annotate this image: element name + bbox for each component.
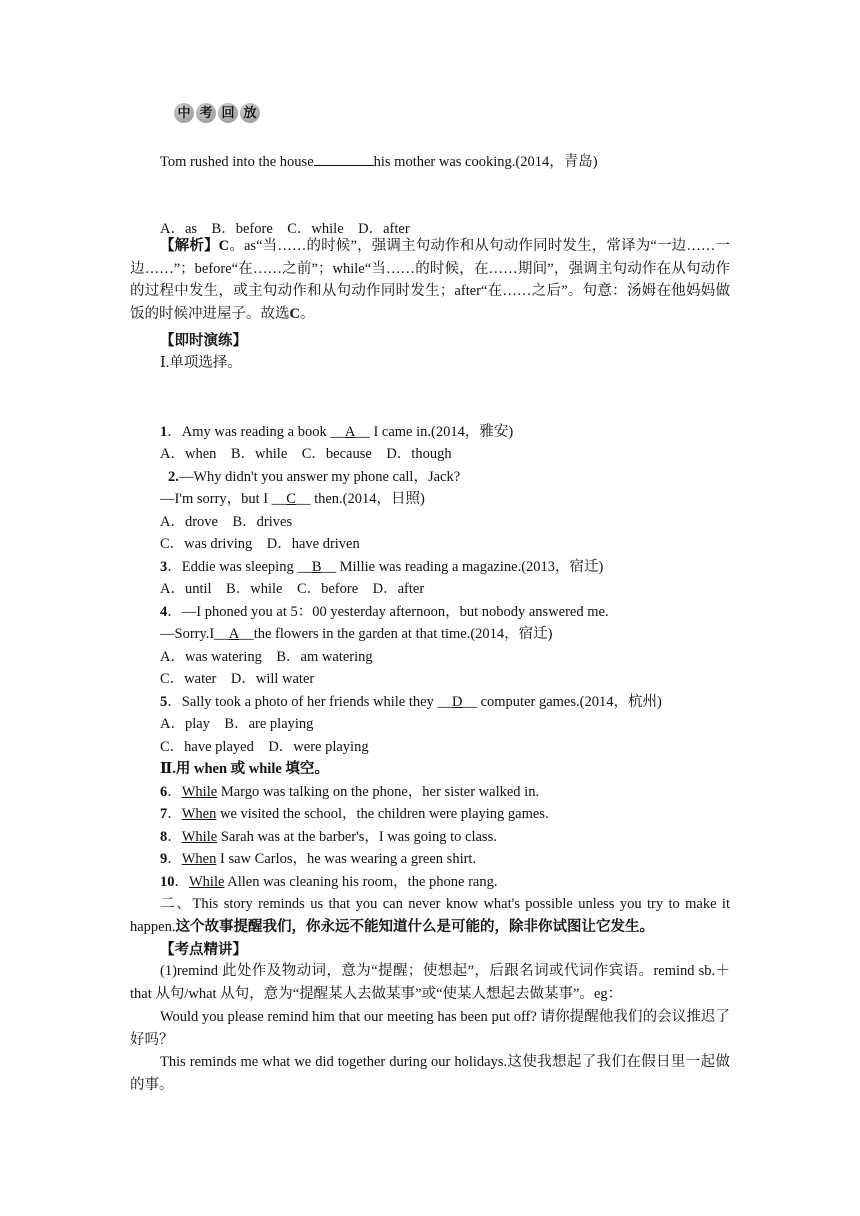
badge-char: 中 bbox=[174, 103, 194, 123]
fill-8: 8．While Sarah was at the barber's，I was going to class. bbox=[160, 829, 497, 845]
question-5: 5．Sally took a photo of her friends while they __D__ computer games.(2014，杭州) bbox=[160, 694, 662, 710]
fill-9: 9．When I saw Carlos，he was wearing a green shirt. bbox=[160, 851, 477, 867]
question-1: 1．Amy was reading a book __A__ I came in.(2014，雅安) bbox=[160, 424, 514, 440]
review-question: Tom rushed into the house his mother was cooking.(2014，青岛) bbox=[160, 151, 598, 172]
badge-char: 回 bbox=[218, 103, 238, 123]
badge-char: 放 bbox=[240, 103, 260, 123]
section-badge bbox=[174, 103, 260, 123]
question-2-options: A．drove B．drives bbox=[160, 514, 293, 530]
question-5-options: A．play B．are playing bbox=[160, 716, 314, 732]
fill-6: 6．While Margo was talking on the phone，her sister walked in. bbox=[160, 784, 540, 800]
answer-blank bbox=[314, 151, 374, 166]
keypoint-text: (1)remind 此处作及物动词，意为“提醒；使想起”，后跟名词或代词作宾语。remind sb.＋that 从句/what 从句，意为“提醒某人去做某事”或“使某人想起去做某事”。eg： bbox=[130, 963, 730, 1002]
badge-char: 考 bbox=[196, 103, 216, 123]
review-options: A．as B．before C．while D．after bbox=[160, 221, 410, 237]
question-5-options: C．have played D．were playing bbox=[160, 739, 369, 755]
question-3-options: A．until B．while C．before D．after bbox=[160, 581, 425, 597]
question-2-reply: —I'm sorry，but I __C__ then.(2014，日照) bbox=[160, 491, 425, 507]
question-4-reply: —Sorry.I__A__the flowers in the garden at that time.(2014，宿迁) bbox=[160, 626, 553, 642]
question-4-options: A．was watering B．am watering bbox=[160, 649, 373, 665]
question-2-options: C．was driving D．have driven bbox=[160, 536, 360, 552]
section2-heading: Ⅱ.用 when 或 while 填空。 bbox=[160, 761, 329, 777]
keypoint-heading: 【考点精讲】 bbox=[160, 942, 247, 958]
question-4: 4．—I phoned you at 5：00 yesterday afternoon，but nobody answered me. bbox=[160, 604, 609, 620]
question-1-options: A．when B．while C．because D．though bbox=[160, 446, 452, 462]
question-2: 2.—Why didn't you answer my phone call，Jack? bbox=[168, 469, 461, 485]
fill-7: 7．When we visited the school，the children were playing games. bbox=[160, 806, 549, 822]
key-sentence: 二、This story reminds us that you can never know what's possible unless you try to make it happen.这个故事提醒我们，你永远不能知道什么是可能的，除非你试图让它发生。 bbox=[130, 896, 730, 935]
section1-heading: Ⅰ.单项选择。 bbox=[160, 355, 242, 371]
analysis-paragraph: 【解析】C。as“当……的时候”，强调主句动作和从句动作同时发生，常译为“一边……一边……”；before“在……之前”；while“当……的时候，在……期间”，强调主句动作在从句动作的过程中发生，或主句动作和从句动作同时发生；after“在……之后”。句意：汤姆在他妈妈做饭的时候冲进屋子。故选C。 bbox=[130, 238, 731, 322]
example-2: This reminds me what we did together during our holidays.这使我想起了我们在假日里一起做的事。 bbox=[130, 1054, 730, 1093]
question-4-options: C．water D．will water bbox=[160, 671, 315, 687]
fill-10: 10．While Allen was cleaning his room，the phone rang. bbox=[160, 874, 498, 890]
practice-heading: 【即时演练】 bbox=[160, 333, 247, 349]
question-3: 3．Eddie was sleeping __B__ Millie was reading a magazine.(2013，宿迁) bbox=[160, 559, 604, 575]
example-1: Would you please remind him that our meeting has been put off? 请你提醒他我们的会议推迟了好吗？ bbox=[130, 1009, 730, 1048]
